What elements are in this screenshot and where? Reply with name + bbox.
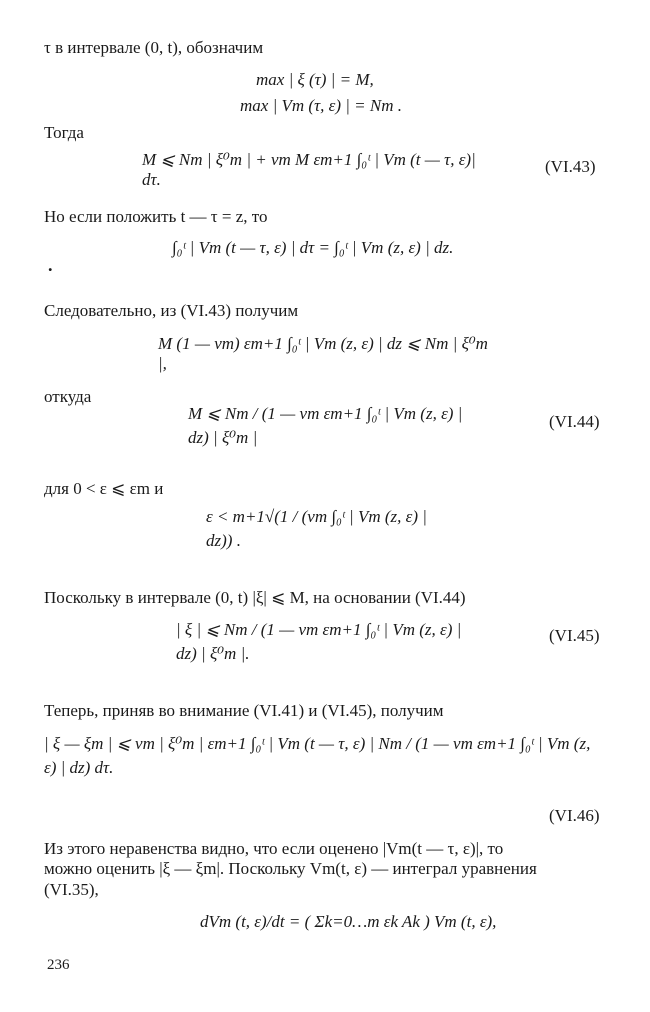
label-vi-44: (VI.44)	[549, 412, 600, 431]
paragraph-togda: Тогда	[44, 123, 84, 142]
paragraph-whence: откуда	[44, 387, 92, 406]
paragraph-interval: Поскольку в интервале (0, t) |ξ| ⩽ M, на основании (VI.44)	[44, 588, 466, 607]
equation-max-v: max | Vm (τ, ε) | = Nm .	[240, 96, 403, 115]
stray-dot: .	[48, 255, 53, 275]
equation-vi-43: M ⩽ Nm | ξ⁰m | + νm M εm+1 ∫₀ᵗ | Vm (t — τ, ε)| dτ.	[142, 150, 476, 189]
paragraph-inequality-3: (VI.35),	[44, 880, 99, 899]
paragraph-intro: τ в интервале (0, t), обозначим	[44, 38, 264, 57]
equation-epsilon-bound: ε < m+1√(1 / (νm ∫₀ᵗ | Vm (z, ε) | dz)) .	[206, 507, 427, 550]
paragraph-now: Теперь, приняв во внимание (VI.41) и (VI.45), получим	[44, 701, 444, 720]
label-vi-45: (VI.45)	[549, 626, 600, 645]
page-number: 236	[47, 957, 70, 973]
equation-vi-46: | ξ — ξm | ⩽ νm | ξ⁰m | εm+1 ∫₀ᵗ | Vm (t — τ, ε) | Nm / (1 — νm εm+1 ∫₀ᵗ | Vm (z, ε) | dz) dτ.	[44, 734, 591, 777]
paragraph-substitution: Но если положить t — τ = z, то	[44, 207, 268, 226]
paragraph-inequality-1: Из этого неравенства видно, что если оценено |Vm(t — τ, ε)|, то	[44, 839, 504, 858]
equation-integral-substitution: ∫₀ᵗ | Vm (t — τ, ε) | dτ = ∫₀ᵗ | Vm (z, ε) | dz.	[172, 238, 454, 257]
label-vi-46: (VI.46)	[549, 806, 600, 825]
paragraph-therefore: Следовательно, из (VI.43) получим	[44, 301, 299, 320]
equation-vi-45: | ξ | ⩽ Nm / (1 — νm εm+1 ∫₀ᵗ | Vm (z, ε) | dz) | ξ⁰m |.	[176, 620, 462, 663]
paragraph-inequality-2: можно оценить |ξ — ξm|. Поскольку Vm(t, ε) — интеграл уравнения	[44, 859, 537, 878]
equation-max-xi: max | ξ (τ) | = M,	[256, 70, 374, 89]
equation-vi-44: M ⩽ Nm / (1 — νm εm+1 ∫₀ᵗ | Vm (z, ε) | dz) | ξ⁰m |	[188, 404, 463, 447]
paragraph-condition: для 0 < ε ⩽ εm и	[44, 479, 164, 498]
equation-differential: dVm (t, ε)/dt = ( Σk=0…m εk Ak ) Vm (t, ε),	[200, 912, 497, 931]
equation-m-inequality: M (1 — νm) εm+1 ∫₀ᵗ | Vm (z, ε) | dz ⩽ Nm | ξ⁰m |,	[158, 334, 488, 373]
label-vi-43: (VI.43)	[545, 157, 596, 176]
